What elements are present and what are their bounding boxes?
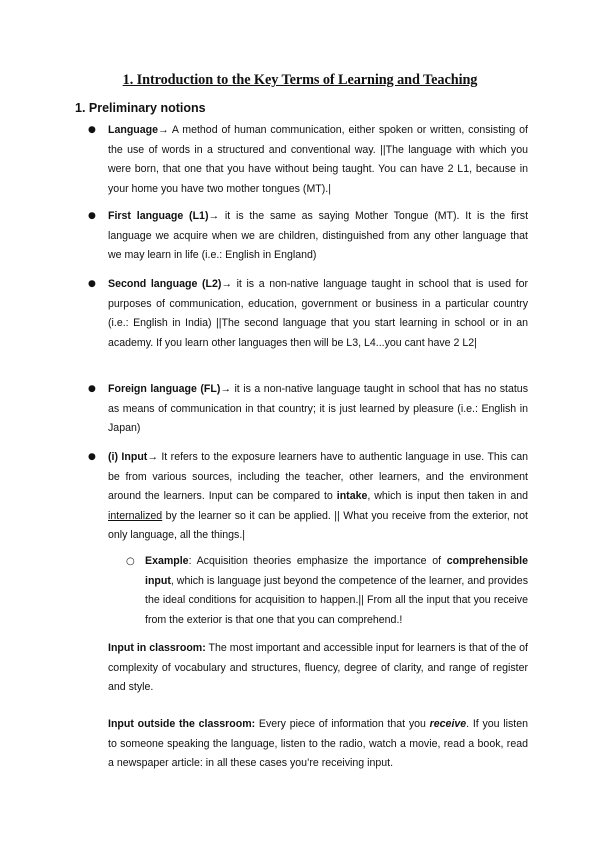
paragraph-text: The most important and accessible input for learners is that of the of complexity of vocabulary and structures, fluency, degree of clarity, and range of register and style.: [108, 642, 528, 693]
list-item-language: [108, 121, 528, 199]
definition-text: it is a non-native language taught in school that has no status as means of communication in that country; it is just learned by pleasure (i.e.: English in Japan): [108, 383, 528, 434]
example-item: [145, 552, 528, 630]
term-label: Language: [108, 124, 159, 136]
list-item-first-language: [108, 207, 528, 266]
example-text: : Acquisition theories emphasize the importance of: [188, 555, 447, 567]
definition-text: by the learner so it can be applied. || What you receive from the exterior, not only language, all the things.|: [108, 509, 528, 541]
example-label: Example: [145, 555, 189, 567]
definition-text: it is a non-native language taught in school that is used for purposes of communication, education, government or business in a particular country (i.e.: English in India) ||The second language that you start learning in school or in an academy. If you learn other languages then will be L3, L4...you cant have 2 L2|: [108, 278, 528, 349]
term-label: First language (L1): [108, 210, 209, 222]
arrow: →: [220, 383, 231, 395]
paragraph-text: . If you listen to someone speaking the language, listen to the radio, watch a movie, read a book, read a newspaper article: in all these cases you’re receiving input.: [108, 718, 528, 769]
receive-emphasis: receive: [429, 718, 467, 730]
bullet-icon: ●: [88, 452, 96, 462]
sub-bullet-icon: ○: [126, 556, 135, 567]
arrow: →: [158, 124, 169, 136]
page-title: 1. Introduction to the Key Terms of Learning and Teaching: [122, 72, 478, 88]
definition-text: , which is input then taken in and: [367, 490, 528, 502]
paragraph-label: Input outside the classroom:: [108, 718, 256, 730]
example-text: , which is language just beyond the competence of the learner, and provides the ideal conditions for acquisition to happen.|| From all the input that you receive from the exterior is that one that you can comprehend.!: [145, 574, 528, 626]
internalized-term: internalized: [108, 509, 163, 522]
arrow: →: [147, 451, 158, 463]
arrow: →: [208, 210, 220, 222]
bullet-icon: ●: [88, 279, 96, 289]
list-item-second-language: [108, 275, 528, 353]
definition-text: it is the same as saying Mother Tongue (MT). It is the first language we acquire when we are children, distinguished from any other language that we may learn in life (i.e.: English in England): [108, 210, 529, 261]
comprehensible-input-term: comprehensible input: [145, 555, 528, 587]
input-outside-classroom-paragraph: [108, 715, 528, 774]
input-in-classroom-paragraph: [108, 639, 528, 698]
intake-term: intake: [336, 490, 368, 502]
list-item-foreign-language: [108, 380, 528, 439]
list-item-input: [108, 448, 528, 546]
term-label: Second language (L2): [108, 278, 222, 290]
section-heading: 1. Preliminary notions: [75, 101, 206, 115]
bullet-icon: ●: [88, 384, 96, 394]
definition-text: It refers to the exposure learners have to authentic language in use. This can be from various sources, including the teacher, other learners, and the environment around the learners. Input can be compared to: [108, 451, 528, 502]
definition-text: A method of human communication, either spoken or written, consisting of the use of words in a structured and conventional way. ||The language with which you were born, that one that you have without being taught. You can have 2 L1, because in your home you have two mother tongues (MT).|: [108, 124, 528, 195]
paragraph-text: Every piece of information that you: [255, 718, 430, 730]
bullet-icon: ●: [88, 125, 96, 135]
arrow: →: [221, 278, 232, 290]
term-label: Foreign language (FL): [108, 383, 221, 395]
paragraph-label: Input in classroom:: [108, 642, 206, 654]
term-label: (i) Input: [108, 451, 148, 463]
bullet-icon: ●: [88, 211, 96, 221]
